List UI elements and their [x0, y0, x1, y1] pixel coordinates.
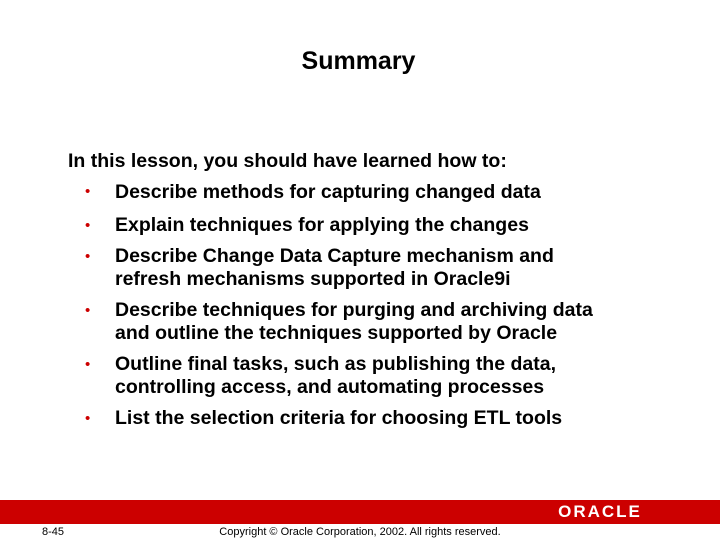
slide-content [68, 146, 668, 430]
bullet-text: Explain techniques for applying the changes [115, 214, 529, 236]
bullet-icon: • [85, 247, 91, 265]
copyright-text: Copyright © Oracle Corporation, 2002. All rights reserved. [219, 526, 501, 538]
bullet-text: Outline final tasks, such as publishing the data, controlling access, and automating processes [115, 352, 556, 398]
oracle-logo: ORACLE [558, 502, 642, 521]
page-number: 8-45 [42, 526, 65, 538]
bullet-text: Describe methods for capturing changed data [115, 180, 541, 203]
bullet-icon: • [85, 182, 91, 200]
bullet-text: List the selection criteria for choosing ETL tools [115, 406, 563, 429]
bullet-icon: • [85, 409, 91, 427]
bullet-item [68, 214, 625, 238]
bullet-icon: • [85, 217, 91, 234]
bullet-icon: • [85, 355, 91, 373]
bullet-text: Describe Change Data Capture mechanism and refresh mechanisms supported in Oracle9i [115, 244, 554, 290]
bullet-item [68, 177, 625, 208]
bullet-text: Describe techniques for purging and archiving data and outline the techniques supported by Oracle [115, 298, 593, 344]
bullet-item [68, 299, 625, 346]
bullet-item [68, 353, 625, 400]
bullet-list [68, 177, 668, 431]
slide-title: Summary [301, 47, 416, 75]
bullet-icon: • [85, 301, 91, 319]
bullet-item [68, 407, 625, 431]
intro-text: In this lesson, you should have learned how to: [68, 150, 507, 172]
bullet-item [68, 245, 625, 292]
